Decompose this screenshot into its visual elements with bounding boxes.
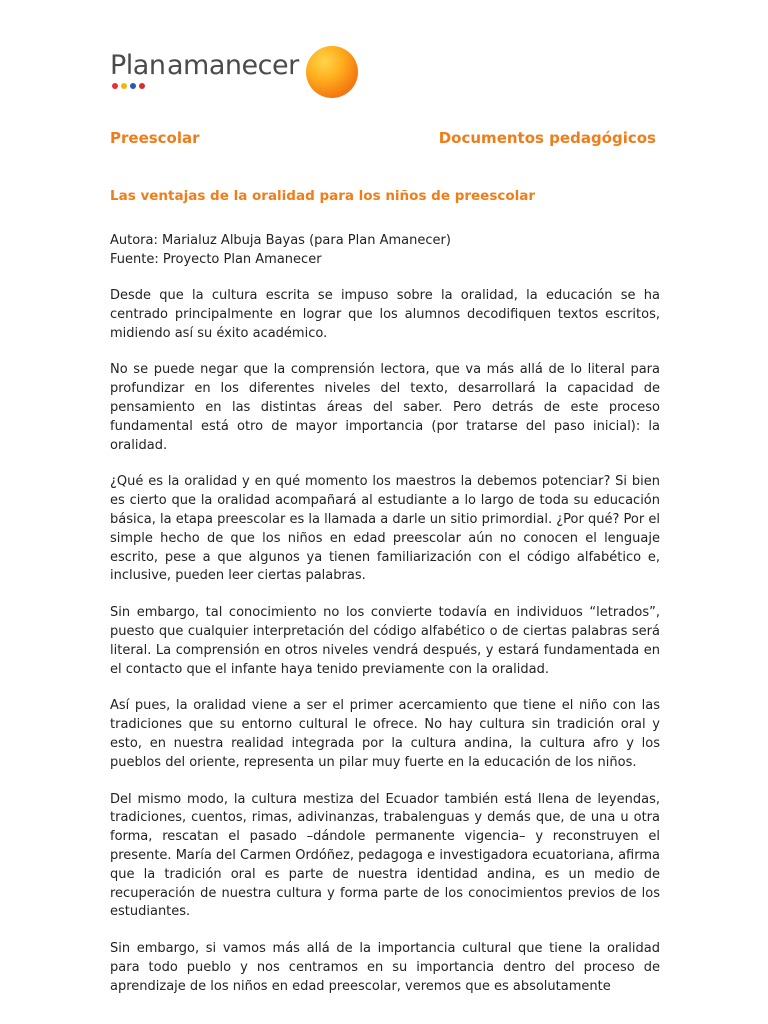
author-label: Autora:: [110, 233, 158, 248]
paragraph: Desde que la cultura escrita se impuso sobre la oralidad, la educación se ha centrado principalmente en lograr que los alumnos decodifiquen textos escritos, midiendo así su éxito académico.: [110, 288, 660, 341]
logo-dot-icon: [130, 83, 136, 89]
paragraph: Sin embargo, si vamos más allá de la importancia cultural que tiene la oralidad para todo pueblo y nos centramos en su importancia dentro del proceso de aprendizaje de los niños en edad preescolar, veremos que es absolutamente: [110, 941, 660, 994]
logo-dots: [112, 83, 145, 89]
source-value: Proyecto Plan Amanecer: [158, 252, 322, 267]
plan-amanecer-logo: [110, 46, 310, 96]
header-category-label: Documentos pedagógicos: [438, 129, 656, 147]
document-meta: [110, 231, 451, 269]
source-line: [110, 250, 451, 269]
sun-circle-icon: [306, 46, 358, 98]
logo-dot-icon: [112, 83, 118, 89]
logo-dot-icon: [121, 83, 127, 89]
section-header: [110, 129, 656, 147]
logo-word-plan: Plan: [110, 50, 166, 81]
logo-word-amanecer: amanecer: [167, 50, 299, 81]
paragraph: No se puede negar que la comprensión lectora, que va más allá de lo literal para profundizar en los diferentes niveles del texto, desarrollará la capacidad de pensamiento en las distintas áreas del saber. Pero detrás de este proceso fundamental está otro de mayor importancia (por tratarse del paso inicial): la oralidad.: [110, 362, 660, 453]
paragraph: Sin embargo, tal conocimiento no los convierte todavía en individuos “letrados”, puesto que cualquier interpretación del código alfabético o de ciertas palabras será literal. La comprensión en otros niveles vendrá después, y estará fundamentada en el contacto que el infante haya tenido previamente con la oralidad.: [110, 605, 660, 677]
logo-dot-icon: [139, 83, 145, 89]
author-line: [110, 231, 451, 250]
paragraph: Del mismo modo, la cultura mestiza del Ecuador también está llena de leyendas, tradiciones, cuentos, rimas, adivinanzas, trabalenguas y demás que, de una u otra forma, rescatan el pasado –dándole permanente vigencia– y reconstruyen el presente. María del Carmen Ordóñez, pedagoga e investigadora ecuatoriana, afirma que la tradición oral es parte de nuestra identidad andina, es un medio de recuperación de nuestra cultura y forma parte de los conocimientos previos de los estudiantes.: [110, 791, 660, 920]
paragraph: ¿Qué es la oralidad y en qué momento los maestros la debemos potenciar? Si bien es cierto que la oralidad acompañará al estudiante a lo largo de toda su educación básica, la etapa preescolar es la llamada a darle un sitio primordial. ¿Por qué? Por el simple hecho de que los niños en edad preescolar aún no conocen el lenguaje escrito, pese a que algunos ya tienen familiarización con el código alfabético e, inclusive, pueden leer ciertas palabras.: [110, 474, 660, 584]
document-title: Las ventajas de la oralidad para los niños de preescolar: [110, 188, 536, 204]
document-body: [110, 287, 660, 1015]
source-label: Fuente:: [110, 252, 159, 267]
author-value: Marialuz Albuja Bayas (para Plan Amanecer): [157, 233, 451, 248]
paragraph: Así pues, la oralidad viene a ser el primer acercamiento que tiene el niño con las tradiciones que su entorno cultural le ofrece. No hay cultura sin tradición oral y esto, en nuestra realidad integrada por la cultura andina, la cultura afro y los pueblos del oriente, representa un pilar muy fuerte en la educación de los niños.: [110, 698, 660, 770]
header-section-label: Preescolar: [110, 129, 200, 147]
